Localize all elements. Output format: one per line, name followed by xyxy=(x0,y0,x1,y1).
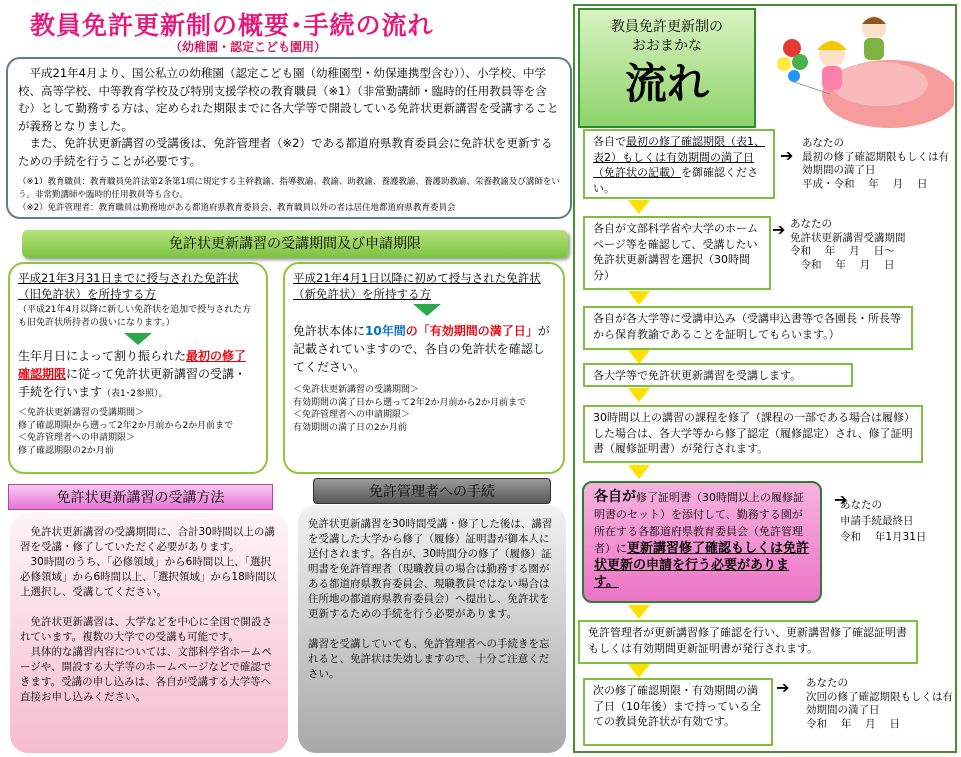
right-arrow-icon: ➔ xyxy=(834,490,848,509)
new-license-heading: 平成21年4月1日以降に初めて授与された免許状（新免許状）を所持する方 xyxy=(293,271,541,301)
note-first-deadline: あなたの 最初の修了確認期限もしくは有効期間の満了日 平成・令和 年 月 日 xyxy=(802,137,949,190)
intro-note-1: （※1）教育職員：教育職員免許法第2条第1項に規定する主幹教諭、指導教諭、教諭、助教諭、養護教諭、養護助教諭、栄養教諭及び講師をいう。非常勤講師や臨時的任用教員等も含む。 xyxy=(18,177,560,200)
note-next-deadline: あなたの 次回の修了確認期限もしくは有効期間の満了日 令和 年 月 日 xyxy=(806,677,953,730)
old-license-note: （平成21年4月以降に新しい免許状を追加で授与された方も旧免許状所持者の扱いになります。） xyxy=(18,305,252,328)
intro-paragraph-2: また、免許状更新講習の受講後は、免許管理者（※2）である都道府県教育委員会に免許状を更新するための手続を行うことが必要です。 xyxy=(18,136,553,168)
down-arrow-icon xyxy=(628,350,650,364)
down-arrow-icon xyxy=(628,605,650,619)
flow-step-1 xyxy=(583,129,775,199)
admin-procedure-header: 免許管理者への手続 xyxy=(313,478,551,504)
flow-header-line-2: おおまかな xyxy=(632,38,702,54)
flow-step-4: 各大学等で免許状更新講習を受講します。 xyxy=(583,363,853,387)
flow-header xyxy=(578,8,756,128)
old-license-body-ref: （表1･2参照）。 xyxy=(102,389,168,399)
note-course-period: あなたの 免許状更新講習受講期間 令和 年 月 日～ 令和 年 月 日 xyxy=(790,218,906,271)
flow-step-8: 次の修了確認期限・有効期間の満了日（10年後）まで持っている全ての教員免許状が有効です。 xyxy=(583,678,773,746)
course-method-body: 免許状更新講習の受講期間に、合計30時間以上の講習を受講・修了していただく必要があります。 30時間のうち、「必修領域」から6時間以上、「選択必修領域」から6時間以上、「選択領域」から18時間以上選択し、受講してください。 免許状更新講習は、大学などを中心に全国で開設されています。複数の大学での受講も可能です。 具体的な講習内容については、文部科学省ホームページや、開設する大学等のホームページなどで確認できます。受講の申し込みは、各自が受講する大学等へ直接お申し込みください。 xyxy=(10,513,288,753)
admin-procedure-body: 免許状更新講習を30時間受講・修了した後は、講習を受講した大学から修了（履修）証明書が御本人に送付されます。各自が、30時間分の修了（履修）証明書を免許管理者（現職教員の場合は勤務する園がある都道府県教育委員会、現職教員ではない場合は住所地の都道府県教育委員会）へ提出し、免許状を更新するための手続を行う必要があります。 講習を受講していても、免許管理者への手続きを忘れると、免許状は失効しますので、十分ご注意ください。 xyxy=(298,505,566,753)
flow-step-6-text: 修了証明書（30時間以上の履修証明書のセット）を添付して、勤務する園が所在する各都道府県教育委員会（免許管理者）に xyxy=(594,491,804,555)
intro-note-2: （※2）免許管理者：教育職員は勤務地がある都道府県教育委員会、教育職員以外の者は居住地都道府県教育委員会 xyxy=(18,203,456,213)
new-license-body-highlight: の「有効期間の満了日」 xyxy=(405,324,538,338)
flow-step-1-post: を御確認ください。 xyxy=(593,166,758,195)
flow-step-3: 各自が各大学等に受講申込み（受講申込書等で各園長・所長等から保育教諭であることを証明してもらいます。） xyxy=(583,306,913,350)
old-license-body xyxy=(18,347,258,401)
right-arrow-icon: ➔ xyxy=(780,146,794,165)
flow-step-6 xyxy=(582,481,822,603)
flow-step-6-bold-1: 各自が xyxy=(594,489,636,505)
right-arrow-icon: ➔ xyxy=(772,220,786,239)
old-license-detail: ＜免許状更新講習の受講期間＞ 修了確認期限から遡って2年2か月前から2か月前まで ＜免許管理者への申請期限＞ 修了確認期限の2か月前 xyxy=(18,408,234,456)
flow-step-1-underlined: 最初の修了確認期限（表1、表2）もしくは有効期間の満了日（免許状の記載） xyxy=(593,135,765,179)
flow-step-2: 各自が文部科学省や大学のホームページ等を確認して、受講したい免許状更新講習を選択（30時間分） xyxy=(583,216,771,290)
flow-step-5: 30時間以上の講習の課程を修了（課程の一部である場合は履修）した場合は、各大学等から修了認定（履修認定）され、修了証明書（履修証明書）が発行されます。 xyxy=(583,405,923,463)
down-arrow-icon xyxy=(628,200,650,214)
right-arrow-icon: ➔ xyxy=(776,678,790,697)
old-license-heading: 平成21年3月31日までに授与された免許状（旧免許状）を所持する方 xyxy=(18,271,239,301)
old-license-box xyxy=(8,262,268,474)
down-arrow-icon xyxy=(413,304,441,316)
new-license-body xyxy=(293,322,555,376)
down-arrow-icon xyxy=(628,291,650,305)
flow-step-6-bold-2: 更新講習修了確認もしくは免許状更新の申請を行う必要があります。 xyxy=(594,541,810,590)
intro-box xyxy=(6,57,572,219)
course-method-header: 免許状更新講習の受講方法 xyxy=(8,484,273,510)
new-license-body-text-2: が記載されていますので、各自の免許状を確認してください。 xyxy=(293,324,550,374)
period-header: 免許状更新講習の受講期間及び申請期限 xyxy=(22,230,568,258)
flow-header-big: 流れ xyxy=(624,59,709,108)
down-arrow-icon xyxy=(124,333,152,345)
down-arrow-icon xyxy=(628,388,650,402)
children-balloons-illustration xyxy=(770,6,954,128)
new-license-body-text: 免許状本体に xyxy=(293,324,366,338)
page-title: 教員免許更新制の概要･手続の流れ xyxy=(30,11,434,40)
new-license-detail: ＜免許状更新講習の受講期間＞ 有効期間の満了日から遡って2年2か月前から2か月前まで ＜免許管理者への申請期限＞ 有効期間の満了日の2か月前 xyxy=(293,385,527,433)
new-license-body-years: 10年間 xyxy=(365,324,406,338)
old-license-body-text-2: に従って免許状更新講習の受講・手続を行います xyxy=(18,367,247,399)
flow-header-line-1: 教員免許更新制の xyxy=(611,19,723,35)
note-application-deadline: あなたの 申請手続最終日 令和 年1月31日 xyxy=(840,499,927,543)
down-arrow-icon xyxy=(628,465,650,479)
new-license-box xyxy=(283,262,565,474)
page-subtitle: （幼稚園・認定こども園用） xyxy=(170,40,327,54)
intro-paragraph-1: 平成21年4月より、国公私立の幼稚園（認定こども園（幼稚園型・幼保連携型含む））、小学校、中学校、高等学校、中等教育学校及び特別支援学校の教育職員（※1）（非常勤講師・臨時的任用教員等を含む）として勤務する方は、定められた期限までに各大学等で開設している免許状更新講習を受講することが義務となりました。 xyxy=(18,66,559,133)
flow-step-7: 免許管理者が更新講習修了確認を行い、更新講習修了確認証明書もしくは有効期間更新証明書が発行されます。 xyxy=(578,620,918,664)
down-arrow-icon xyxy=(628,664,650,678)
flow-step-1-pre: 各自で xyxy=(593,135,626,148)
old-license-body-text: 生年月日によって割り振られた xyxy=(18,349,187,363)
old-license-body-highlight: 最初の修了確認期限 xyxy=(18,349,247,381)
